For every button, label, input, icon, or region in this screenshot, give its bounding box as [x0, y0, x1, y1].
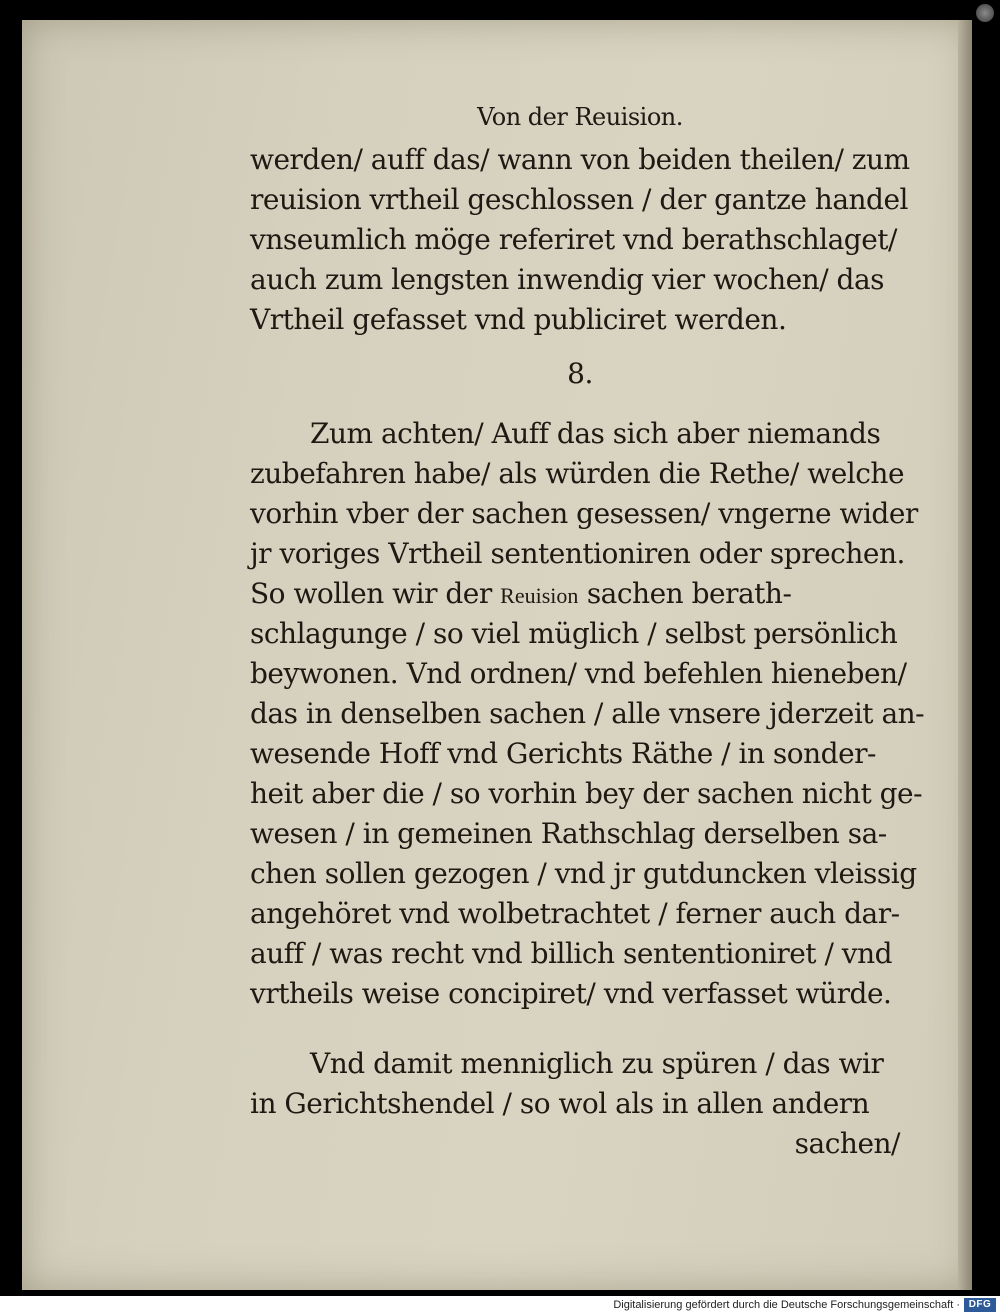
text-line: vrtheils weise concipiret/ vnd verfasset würde. — [250, 977, 892, 1010]
text-line: zubefahren habe/ als würden die Rethe/ welche — [250, 457, 905, 490]
page-edge — [958, 20, 972, 1290]
section-number: 8. — [567, 357, 593, 390]
text-line: jr voriges Vrtheil sententioniren oder sprechen. — [250, 537, 905, 570]
text-line: auff / was recht vnd billich sententioniret / vnd — [250, 937, 893, 970]
dfg-logo-icon: DFG — [964, 1298, 996, 1312]
text-line: Zum achten/ Auff das sich aber niemands — [310, 417, 881, 450]
text-line-mixed — [250, 574, 910, 614]
catchword: sachen/ — [794, 1127, 900, 1160]
footer-bar — [0, 1296, 1000, 1314]
text-line: angehöret vnd wolbetrachtet / ferner auch dar- — [250, 897, 900, 930]
corner-mark-icon — [976, 4, 994, 22]
page-text — [250, 100, 925, 1164]
text-line: wesen / in gemeinen Rathschlag derselben sa- — [250, 817, 887, 850]
text-line: werden/ auff das/ wann von beiden theilen/ zum — [250, 143, 910, 176]
footer-credit: Digitalisierung gefördert durch die Deutsche Forschungsgemeinschaft · — [613, 1299, 960, 1311]
text-line: Vrtheil gefasset vnd publiciret werden. — [250, 303, 787, 336]
text-line: vnseumlich möge referiret vnd berathschlaget/ — [250, 223, 897, 256]
text-line: Vnd damit menniglich zu spüren / das wir — [310, 1047, 884, 1080]
text-line: schlagunge / so viel müglich / selbst persönlich — [250, 617, 898, 650]
text-line: heit aber die / so vorhin bey der sachen nicht ge- — [250, 777, 923, 810]
text-line: reuision vrtheil geschlossen / der gantze handel — [250, 183, 909, 216]
running-head: Von der Reuision. — [477, 103, 683, 131]
inline-roman-word: Reuision — [500, 583, 579, 608]
text-line: auch zum lengsten inwendig vier wochen/ das — [250, 263, 885, 296]
text-line: vorhin vber der sachen gesessen/ vngerne wider — [250, 497, 918, 530]
text-line: in Gerichtshendel / so wol als in allen andern — [250, 1087, 870, 1120]
text-line: wesende Hoff vnd Gerichts Räthe / in sonder- — [250, 737, 876, 770]
text-segment: So wollen wir der — [250, 577, 492, 610]
text-segment: sachen berath- — [586, 577, 792, 610]
text-line: das in denselben sachen / alle vnsere jderzeit an- — [250, 697, 925, 730]
text-line: chen sollen gezogen / vnd jr gutduncken vleissig — [250, 857, 917, 890]
text-line: beywonen. Vnd ordnen/ vnd befehlen hieneben/ — [250, 657, 907, 690]
paragraph-gap — [250, 1014, 910, 1044]
